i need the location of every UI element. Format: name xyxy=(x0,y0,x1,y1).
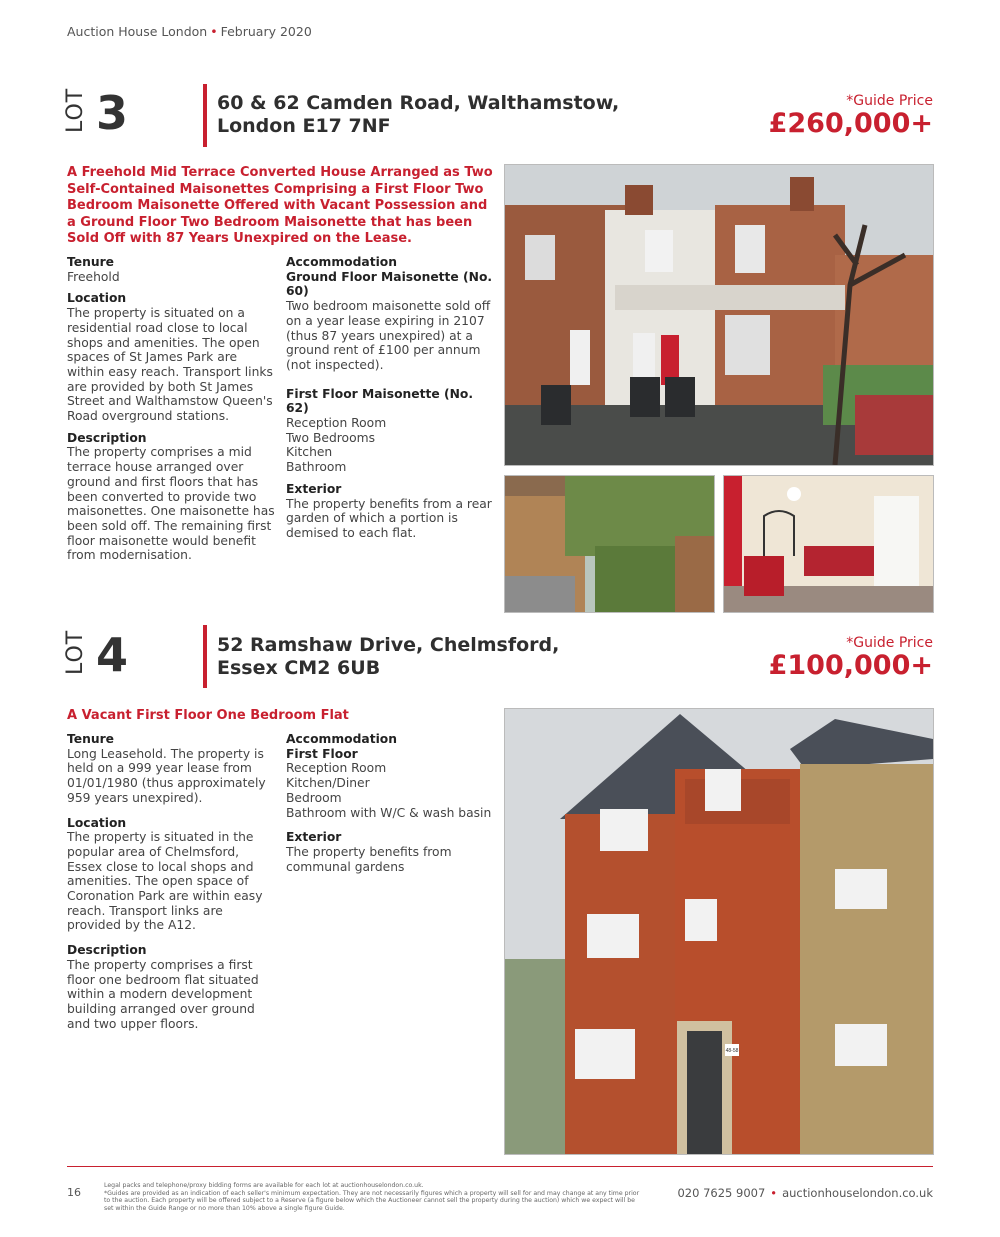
exterior-heading: Exterior xyxy=(286,481,342,496)
lot-label: LOT xyxy=(63,87,88,133)
website-link[interactable]: auctionhouselondon.co.uk xyxy=(782,1186,933,1200)
phone-number: 020 7625 9007 xyxy=(677,1186,766,1200)
lot-number: 3 xyxy=(96,86,129,140)
lot-number: 4 xyxy=(96,628,129,682)
property-photo-garden xyxy=(504,475,715,613)
guide-price: £260,000+ xyxy=(768,108,933,139)
room-item: Bedroom xyxy=(286,790,342,805)
location-heading: Location xyxy=(67,291,127,306)
lot-divider xyxy=(203,84,207,147)
room-item: Reception Room xyxy=(286,761,387,776)
first-floor-heading: First Floor Maisonette (No. 62) xyxy=(286,386,474,416)
description-text: The property comprises a first floor one bedroom flat situated within a modern development building arranged over ground and two upper floors. xyxy=(67,957,259,1031)
running-header xyxy=(67,24,312,39)
ground-floor-text: Two bedroom maisonette sold off on a year lease expiring in 2107 (thus 87 years unexpired) at a ground rent of £100 per annum (not inspected). xyxy=(286,299,491,372)
lot-left-column xyxy=(67,255,277,570)
guide-price-label: *Guide Price xyxy=(846,93,933,109)
address-line1: 60 & 62 Camden Road, Walthamstow, xyxy=(217,92,620,114)
brand-name: Auction House London xyxy=(67,24,208,39)
accommodation-heading: Accommodation xyxy=(286,255,398,269)
tenure-text: Freehold xyxy=(67,269,120,284)
issue-date: February 2020 xyxy=(220,24,312,39)
ground-floor-heading: Ground Floor Maisonette (No. 60) xyxy=(286,269,493,299)
lot-address xyxy=(217,92,637,138)
exterior-heading: Exterior xyxy=(286,830,342,845)
address-line1: 52 Ramshaw Drive, Chelmsford, xyxy=(217,634,560,656)
description-text: The property comprises a mid terrace house arranged over ground and first floors that has been converted to provide two maisonettes. One maisonette has been sold off. The remaining first floor maisonette would benefit from modernisation. xyxy=(67,445,275,563)
exterior-text: The property benefits from communal gardens xyxy=(286,844,452,874)
lot-address xyxy=(217,634,637,680)
lot-right-column xyxy=(286,732,496,881)
lot-right-column xyxy=(286,255,496,548)
address-line2: Essex CM2 6UB xyxy=(217,657,381,679)
bullet-icon: • xyxy=(770,1186,778,1200)
description-heading: Description xyxy=(67,943,147,958)
lot-left-column xyxy=(67,732,277,1038)
tenure-text: Long Leasehold. The property is held on a 999 year lease from 01/01/1980 (thus approximately 959 years unexpired). xyxy=(67,746,266,805)
room-item: Kitchen/Diner xyxy=(286,776,370,791)
lot-label: LOT xyxy=(63,629,88,675)
lot-headline: A Vacant First Floor One Bedroom Flat xyxy=(67,708,349,723)
room-item: Reception Room xyxy=(286,416,387,431)
room-item: Bathroom xyxy=(286,460,347,475)
room-item: Two Bedrooms xyxy=(286,430,375,445)
room-item: Bathroom with W/C & wash basin xyxy=(286,805,492,820)
location-heading: Location xyxy=(67,815,127,830)
property-photo-exterior xyxy=(504,708,934,1155)
door-number-sign: 48-58 xyxy=(725,1048,739,1054)
address-line2: London E17 7NF xyxy=(217,115,391,137)
bullet-icon: • xyxy=(210,24,218,39)
footer-rule xyxy=(67,1166,933,1167)
location-text: The property is situated on a residential road close to local shops and amenities. The open spaces of St James Park are within easy reach. Transport links are provided by both St James Street and Walthamstow Queen's Road overground stations. xyxy=(67,306,273,424)
legal-notice xyxy=(104,1182,644,1212)
guide-price-label: *Guide Price xyxy=(846,635,933,651)
accommodation-heading: Accommodation xyxy=(286,732,398,746)
legal-line1: Legal packs and telephone/proxy bidding forms are available for each lot at auctionhouselondon.co.uk. xyxy=(104,1182,424,1189)
property-photo-exterior xyxy=(504,164,934,466)
property-photo-interior xyxy=(723,475,934,613)
tenure-heading: Tenure xyxy=(67,732,115,746)
room-item: Kitchen xyxy=(286,445,333,460)
exterior-text: The property benefits from a rear garden of which a portion is demised to each flat. xyxy=(286,496,492,540)
page-number: 16 xyxy=(67,1186,81,1199)
location-text: The property is situated in the popular area of Chelmsford, Essex close to local shops and amenities. The open space of Coronation Park are within easy reach. Transport links are provided by the A12. xyxy=(67,830,263,933)
description-heading: Description xyxy=(67,430,147,445)
lot-divider xyxy=(203,625,207,688)
guide-price: £100,000+ xyxy=(768,650,933,681)
legal-line2: *Guides are provided as an indication of each seller's minimum expectation. They are not necessarily figures which a property will sell for and may change at any time prior to the auction. Each property will be offered subject to a Reserve (a figure below which the Auctioneer cannot sell the property during the auction) which we expect will be set within the Guide Range or no more than 10% above a single figure Guide. xyxy=(104,1189,640,1212)
first-floor-heading: First Floor xyxy=(286,746,358,761)
contact-details xyxy=(677,1186,933,1200)
lot-headline: A Freehold Mid Terrace Converted House Arranged as Two Self-Contained Maisonettes Comprising a First Floor Two Bedroom Maisonette Offered with Vacant Possession and a Ground Floor Two Bedroom Maisonette that has been Sold Off with 87 Years Unexpired on the Lease. xyxy=(67,165,493,246)
tenure-heading: Tenure xyxy=(67,255,115,269)
